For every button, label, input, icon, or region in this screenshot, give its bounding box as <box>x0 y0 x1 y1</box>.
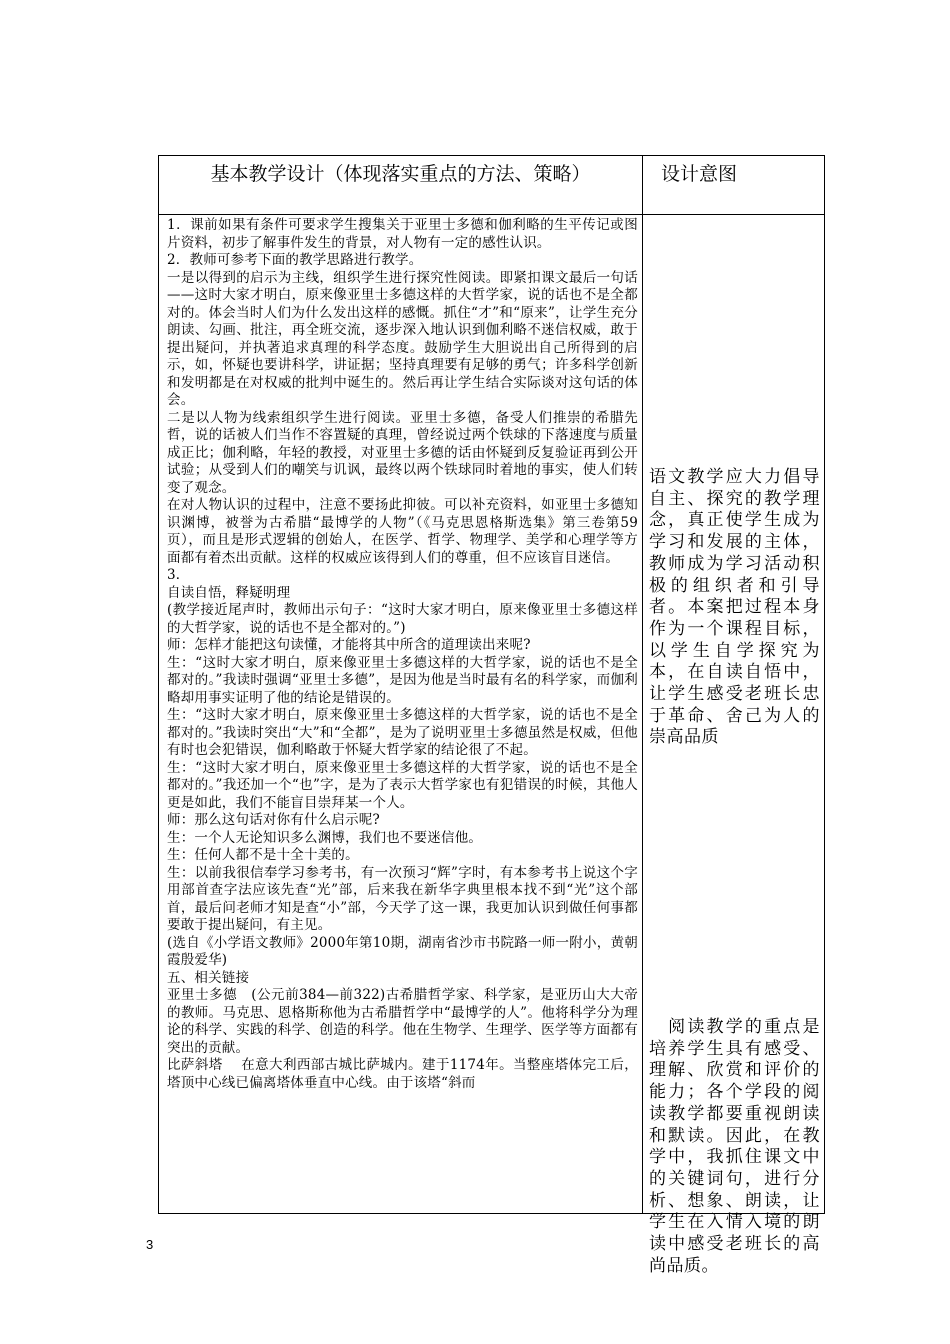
page-number: 3 <box>146 1237 154 1252</box>
table-body-row <box>159 215 825 1214</box>
paragraph: 生：“这时大家才明白，原来像亚里士多德这样的大哲学家，说的话也不是全都对的。”我还加一个“也”字，是为了表示大哲学家也有犯错误的时候，其他人更是如此，我们不能盲目崇拜某一个人。 <box>167 759 638 811</box>
main-content-cell <box>159 215 643 1214</box>
header-cell-intent <box>643 156 825 215</box>
paragraph: 2．教师可参考下面的教学思路进行教学。 <box>167 252 423 268</box>
paragraph: 3． <box>167 567 190 583</box>
paragraph: 生：一个人无论知识多么渊博，我们也不要迷信他。 <box>167 829 483 846</box>
paragraph: 生：“这时大家才明白，原来像亚里士多德这样的大哲学家，说的话也不是全都对的。”我读时突出“大”和“全都”，是为了说明亚里士多德虽然是权威，但他有时也会犯错误，伽利略敢于怀疑大哲学家的结论很了不起。 <box>167 707 638 758</box>
design-intent-note-1: 语文教学应大力倡导自主、探究的教学理念，真正使学生成为学习和发展的主体，教师成为学习活动积极的组织者和引导者。本案把过程本身作为一个课程目标，以学生自学探究为本，在自读自悟中，让学生感受老班长忠于革命、舍己为人的崇高品质 <box>649 467 820 748</box>
design-intent-column <box>643 215 824 1276</box>
paragraph: 比萨斜塔 在意大利西部古城比萨城内。建于1174年。当整座塔体完工后，塔顶中心线已偏离塔体垂直中心线。由于该塔“斜而 <box>167 1057 638 1091</box>
paragraph: (选自《小学语文教师》2000年第10期，湖南省沙市书院路一师一附小，黄朝霞殷爱华) <box>167 934 638 968</box>
paragraph: (教学接近尾声时，教师出示句子：“这时大家才明白，原来像亚里士多德这样的大哲学家，说的话也不是全都对的。”) <box>167 602 638 636</box>
paragraph: 自读自悟，释疑明理 <box>167 584 291 601</box>
paragraph: 师：怎样才能把这句读懂，才能将其中所含的道理读出来呢? <box>167 637 531 653</box>
header-intent-label: 设计意图 <box>661 163 738 185</box>
header-design-label: 基本教学设计（体现落实重点的方法、策略） <box>210 163 591 185</box>
main-content <box>159 215 642 1213</box>
paragraph: 1．课前如果有条件可要求学生搜集关于亚里士多德和伽利略的生平传记或图片资料，初步了解事件发生的背景，对人物有一定的感性认识。 <box>167 217 638 251</box>
header-cell-design <box>159 156 643 215</box>
paragraph: 生：任何人都不是十全十美的。 <box>167 847 359 863</box>
paragraph: 师：那么这句话对你有什么启示呢? <box>167 812 380 828</box>
paragraph: 二是以人物为线索组织学生进行阅读。亚里士多德，备受人们推崇的希腊先哲，说的话被人们当作不容置疑的真理，曾经说过两个铁球的下落速度与质量成正比；伽利略，年轻的教授，对亚里士多德的话由怀疑到反复验证再到公开试验；从受到人们的嘲笑与讥讽，最终以两个铁球同时着地的事实，使人们转变了观念。 <box>167 409 638 496</box>
design-intent-note-2: 阅读教学的重点是培养学生具有感受、理解、欣赏和评价的能力；各个学段的阅读教学都要重视朗读和默读。因此，在教学中，我抓住课文中的关键词句，进行分析、想象、朗读，让学生在入情入境的朗读中感受老班长的高尚品质。 <box>649 1017 820 1276</box>
lesson-design-table <box>158 155 825 1276</box>
paragraph: 一是以得到的启示为主线，组织学生进行探究性阅读。即紧扣课文最后一句话——这时大家才明白，原来像亚里士多德这样的大哲学家，说的话也不是全都对的。体会当时人们为什么发出这样的感慨。抓住“才”和“原来”，让学生充分朗读、勾画、批注，再全班交流，逐步深入地认识到伽利略不迷信权威，敢于提出疑问，并执著追求真理的科学态度。鼓励学生大胆说出自己所得到的启示，如，怀疑也要讲科学，讲证据；坚持真理要有足够的勇气；许多科学创新和发明都是在对权威的批判中诞生的。然后再让学生结合实际谈对这句话的体会。 <box>167 269 638 408</box>
paragraph: 在对人物认识的过程中，注意不要扬此抑彼。可以补充资料，如亚里士多德知识渊博，被誉为古希腊“最博学的人物”（《马克思恩格斯选集》第三卷第59页），而且是形式逻辑的创始人，在医学、哲学、物理学、美学和心理学等方面都有着杰出贡献。这样的权威应该得到人们的尊重，但不应该盲目迷信。 <box>167 497 638 566</box>
table-header-row <box>159 156 825 215</box>
paragraph: 五、相关链接 <box>167 969 250 986</box>
paragraph: 生：以前我很信奉学习参考书，有一次预习“辉”字时，有本参考书上说这个字用部首查字法应该先查“光”部，后来我在新华字典里根本找不到“光”这个部首，最后问老师才知是查“小”部，今天学了这一课，我更加认识到做任何事都要敢于提出疑问，有主见。 <box>167 864 638 933</box>
paragraph: 生：“这时大家才明白，原来像亚里士多德这样的大哲学家，说的话也不是全都对的。”我读时强调“亚里士多德”，是因为他是当时最有名的科学家，而伽利略却用事实证明了他的结论是错误的。 <box>167 654 638 706</box>
paragraph: 亚里士多德 (公元前384—前322)古希腊哲学家、科学家，是亚历山大大帝的教师。马克思、恩格斯称他为古希腊哲学中“最博学的人”。他将科学分为理论的科学、实践的科学、创造的科学。他在生物学、生理学、医学等方面都有突出的贡献。 <box>167 987 638 1056</box>
design-intent-cell <box>643 215 825 1276</box>
